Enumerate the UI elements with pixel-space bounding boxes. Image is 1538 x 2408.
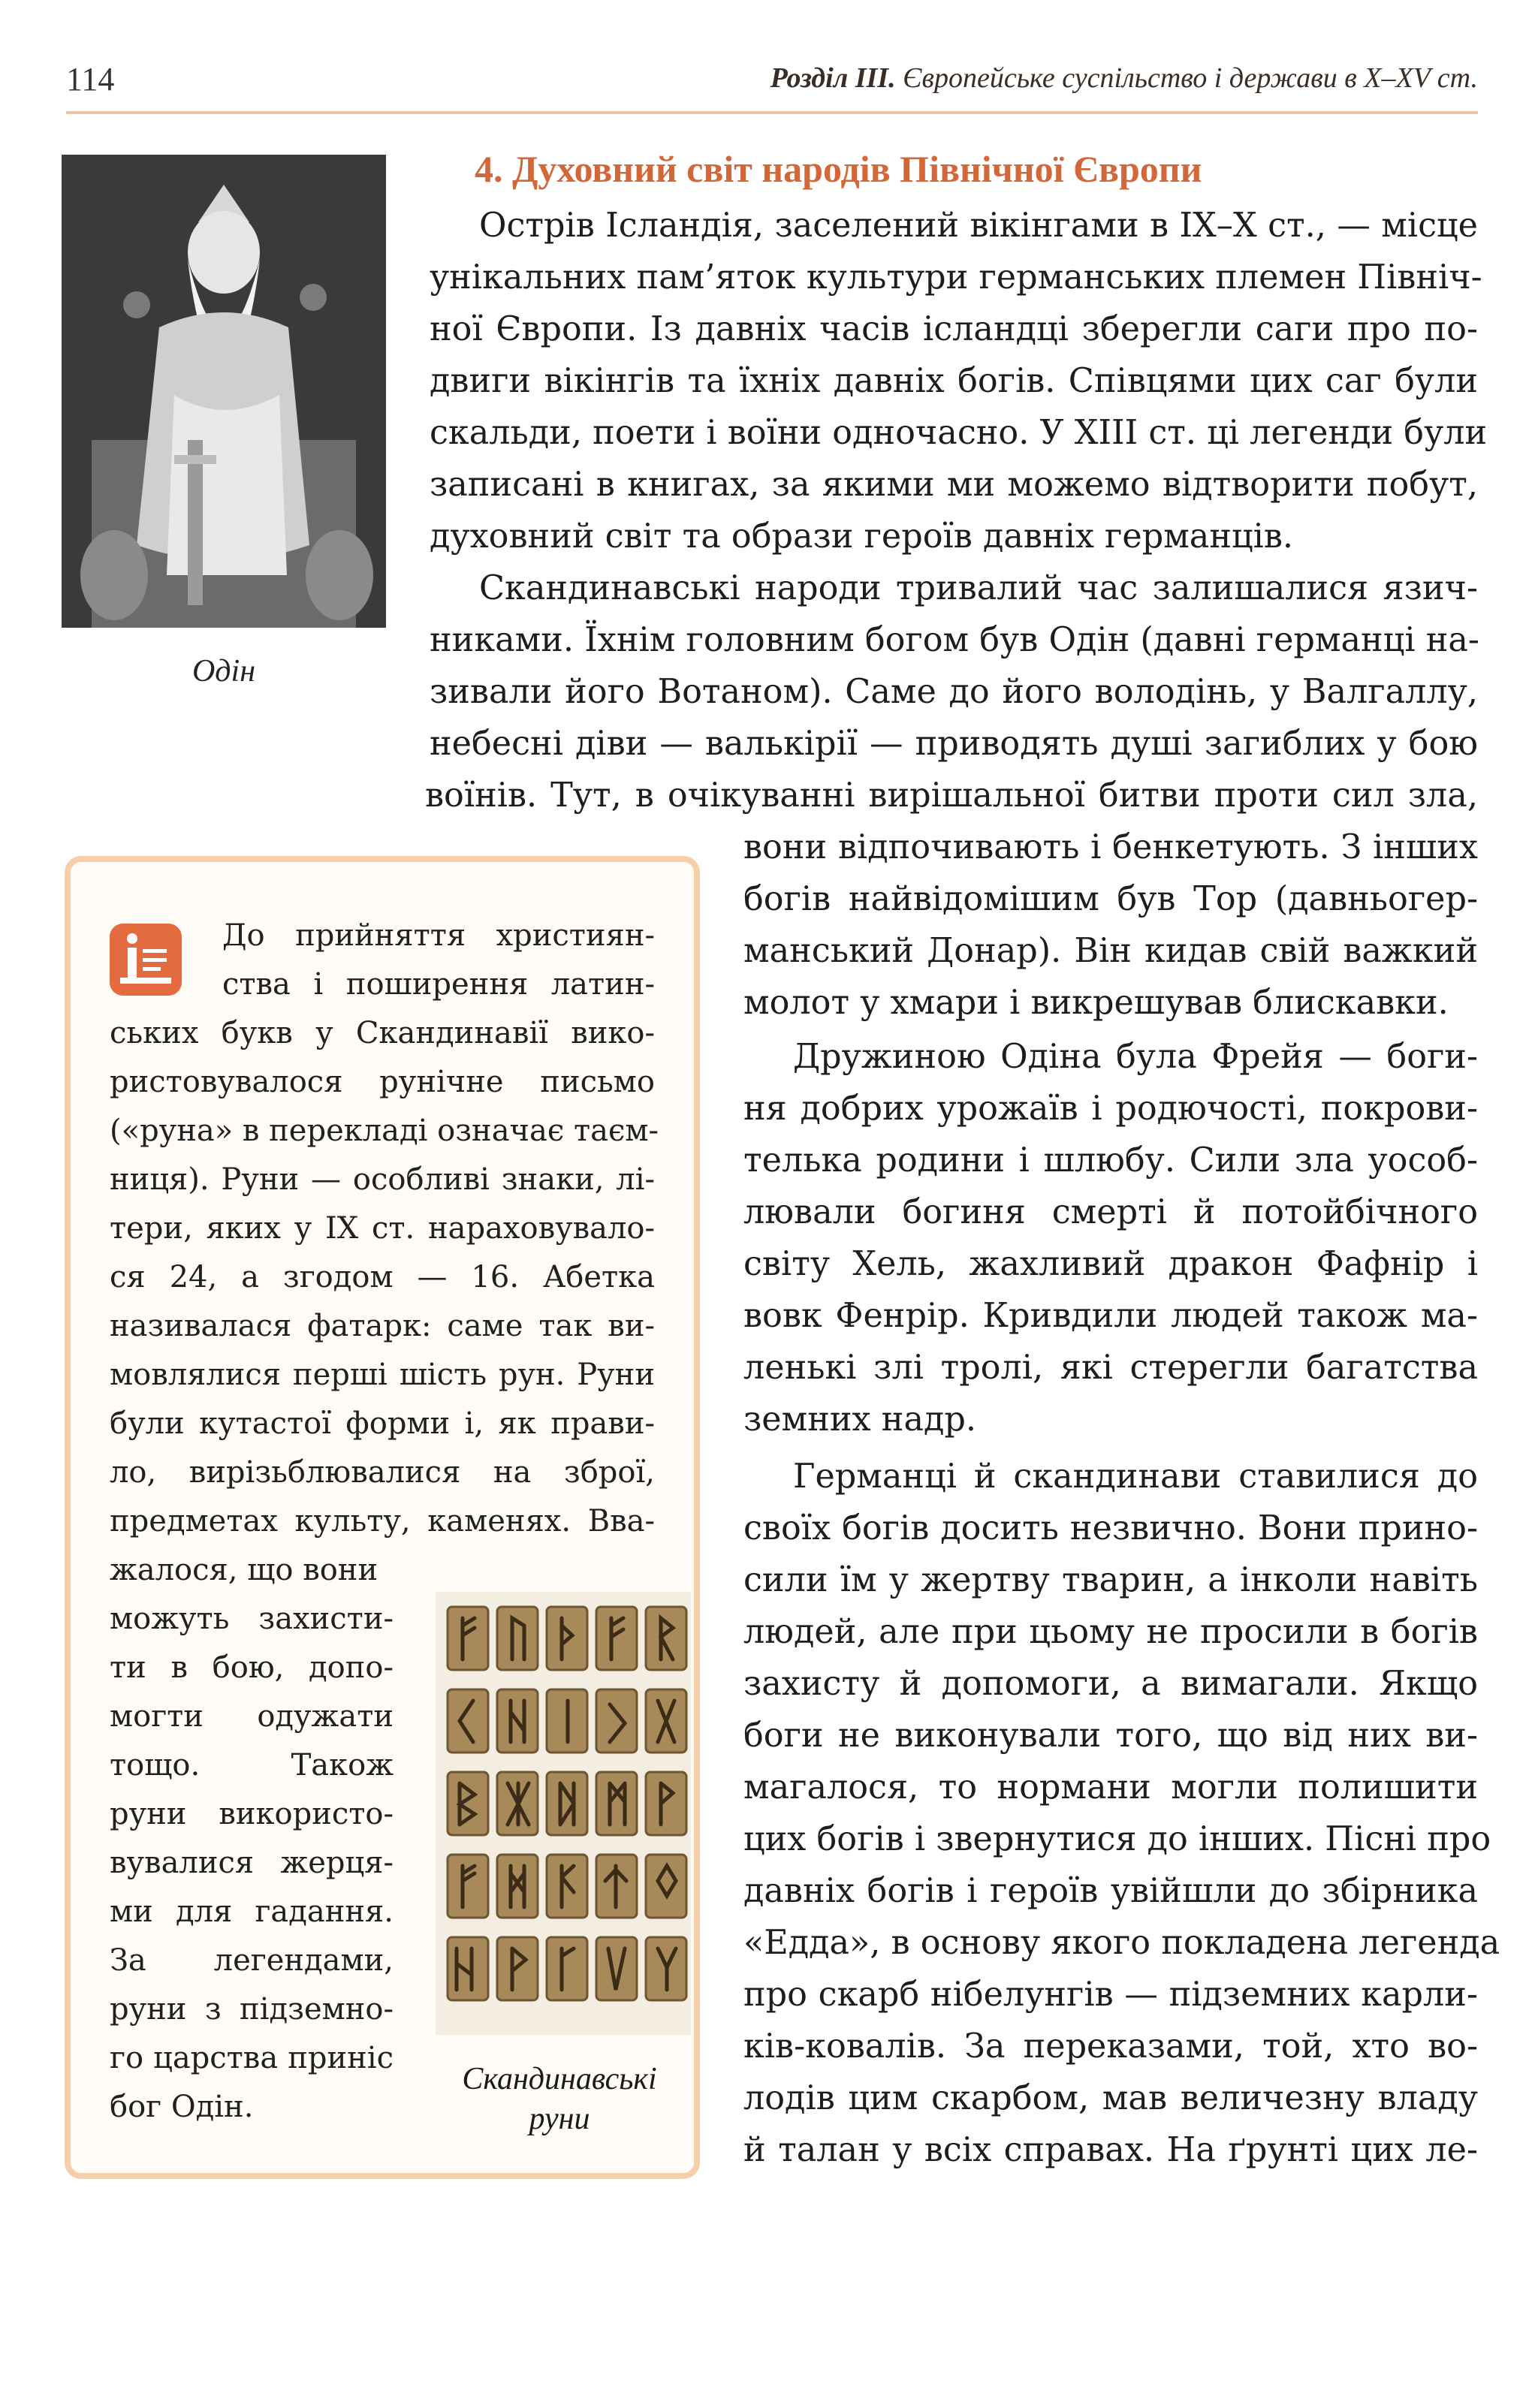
text-line: давніх богів і героїв увійшли до збірника (743, 1872, 1478, 1910)
text-line: своїх богів досить незвично. Вони прино- (743, 1509, 1478, 1548)
runes-caption: Скандинавські (462, 2062, 657, 2096)
text-line: двиги вікінгів та їхніх давніх богів. Співцями цих саг були (430, 362, 1478, 400)
text-line: ків-ковалів. За переказами, той, хто во- (743, 2027, 1478, 2066)
info-text-line: руни з підземно- (110, 1992, 394, 2027)
info-text-line: До прийняття християн- (222, 918, 655, 953)
text-line: богів найвідомішим був Тор (давньогер- (743, 880, 1478, 918)
info-text-line: можуть захисти- (110, 1602, 394, 1636)
text-line: Скандинавські народи тривалий час залишалися язич- (479, 569, 1478, 607)
text-line: вовк Фенрір. Кривдили людей також ма- (743, 1297, 1478, 1335)
info-text-line: ристовувалося рунічне письмо (110, 1065, 655, 1099)
text-line: ня добрих урожаїв і родючості, покрови- (743, 1089, 1478, 1128)
info-text-line: ми для гадання. (110, 1894, 394, 1929)
text-line: Острів Ісландія, заселений вікінгами в IX–X ст., — місце (479, 206, 1478, 245)
text-line: духовний світ та образи героїв давніх германців. (430, 517, 1294, 556)
text-line: вони відпочивають і бенкетують. З інших (743, 828, 1478, 866)
header-rule (66, 111, 1478, 114)
section-title: 4. Духовний світ народів Північної Європи (475, 148, 1202, 190)
info-text-line: («руна» в перекладі означає таєм- (110, 1114, 659, 1148)
text-line: сили їм у жертву тварин, а інколи навіть (743, 1561, 1478, 1599)
info-text-line: називалася фатарк: саме так ви- (110, 1309, 655, 1343)
text-line: й талан у всіх справах. На ґрунті цих ле- (743, 2131, 1478, 2169)
text-line: земних надр. (743, 1400, 977, 1439)
info-text-line: були кутастої форми і, як прави- (110, 1406, 655, 1441)
info-text-line: вувалися жерця- (110, 1846, 394, 1880)
text-line: молот у хмари і викрешував блискавки. (743, 984, 1449, 1022)
section-subtitle: Європейське суспільство і держави в X–XV ст. (903, 62, 1478, 94)
odin-illustration (62, 155, 386, 628)
text-line: цих богів і звернутися до інших. Пісні про (743, 1820, 1491, 1858)
info-text-line: ства і поширення латин- (222, 967, 655, 1002)
text-line: про скарб нібелунгів — підземних карли- (743, 1976, 1478, 2014)
running-head (771, 62, 1478, 95)
info-text-line: руни використо- (110, 1797, 394, 1831)
text-line: людей, але при цьому не просили в богів (743, 1613, 1478, 1651)
info-text-line: тощо. Також (110, 1748, 394, 1783)
text-line: телька родини і шлюбу. Сили зла уособ- (743, 1141, 1478, 1180)
runes-illustration (436, 1592, 691, 2035)
text-line: боги не виконували того, що від них ви- (743, 1716, 1478, 1755)
info-text-line: могти одужати (110, 1699, 394, 1734)
text-line: воїнів. Тут, в очікуванні вирішальної битви проти сил зла, (425, 776, 1478, 815)
text-line: захисту й допомоги, а вимагали. Якщо (743, 1665, 1478, 1703)
text-line: лювали богиня смерті й потойбічного (743, 1193, 1478, 1231)
text-line: никами. Їхнім головним богом був Одін (давні германці на- (430, 621, 1479, 659)
text-line: записані в книгах, за якими ми можемо відтворити побут, (430, 466, 1478, 504)
info-text-line: За легендами, (110, 1943, 394, 1978)
info-text-line: ти в бою, допо- (110, 1650, 394, 1685)
odin-caption: Одін (191, 654, 256, 689)
info-text-line: го царства приніс (110, 2041, 394, 2075)
text-line: небесні діви — валькірії — приводять душі загиблих у бою (430, 725, 1478, 763)
text-line: Германці й скандинави ставилися до (793, 1457, 1478, 1496)
info-text-line: тери, яких у IX ст. нараховувало- (110, 1211, 655, 1246)
text-line: Дружиною Одіна була Фрейя — боги- (793, 1038, 1478, 1076)
text-line: «Едда», в основу якого покладена легенда (743, 1924, 1500, 1962)
info-text-line: предметах культу, каменях. Вва- (110, 1504, 655, 1539)
section-label: Розділ III. (770, 62, 896, 94)
text-line: світу Хель, жахливий дракон Фафнір і (743, 1245, 1478, 1283)
info-text-line: ся 24, а згодом — 16. Абетка (110, 1260, 655, 1294)
info-text-line: ло, вирізьблювалися на зброї, (110, 1455, 655, 1490)
text-line: унікальних пам’яток культури германських племен Північ- (430, 258, 1482, 297)
info-text-line: бог Одін. (110, 2090, 254, 2124)
text-line: зивали його Вотаном). Саме до його володінь, у Валгаллу, (430, 673, 1478, 711)
text-line: ленькі злі тролі, які стерегли багатства (743, 1349, 1478, 1387)
info-text-line: ниця). Руни — особливі знаки, лі- (110, 1162, 655, 1197)
text-line: скальди, поети і воїни одночасно. У XIII ст. ці легенди були (430, 414, 1488, 452)
text-line: ної Європи. Із давніх часів ісландці зберегли саги про по- (430, 310, 1478, 348)
info-text-line: жалося, що вони (110, 1553, 378, 1587)
page-number: 114 (66, 61, 115, 98)
info-text-line: мовлялися перші шість рун. Руни (110, 1358, 655, 1392)
info-book-icon (110, 924, 182, 996)
text-line: манський Донар). Він кидав свій важкий (743, 932, 1478, 970)
runes-caption: руни (529, 2102, 590, 2136)
text-line: магалося, то нормани могли полишити (743, 1768, 1478, 1807)
text-line: лодів цим скарбом, мав величезну владу (743, 2079, 1478, 2117)
info-text-line: ських букв у Скандинавії вико- (110, 1016, 655, 1050)
